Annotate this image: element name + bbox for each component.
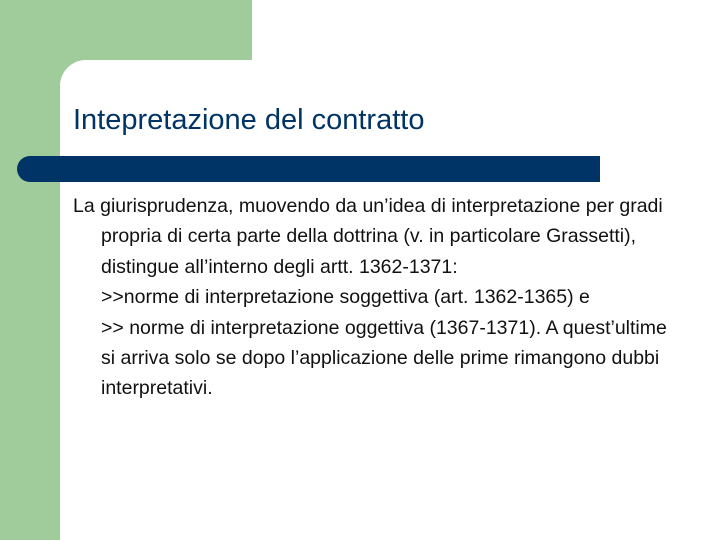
list-item: >> norme di interpretazione oggettiva (1367-1371). A quest’ultime si arriva solo se dopo l’applicazione delle prime rimangono dubbi interpretativi.: [101, 316, 667, 400]
list-item: >>norme di interpretazione soggettiva (art. 1362-1365) e: [101, 286, 590, 309]
body-paragraph: La giurisprudenza, muovendo da un’idea di interpretazione per gradi propria di certa parte della dottrina (v. in particolare Grassetti), distingue all’interno degli artt. 1362-1371:: [73, 195, 663, 278]
slide-body: [73, 191, 683, 404]
title-underline-bar: [17, 156, 600, 182]
slide-title: Intepretazione del contratto: [73, 104, 425, 136]
